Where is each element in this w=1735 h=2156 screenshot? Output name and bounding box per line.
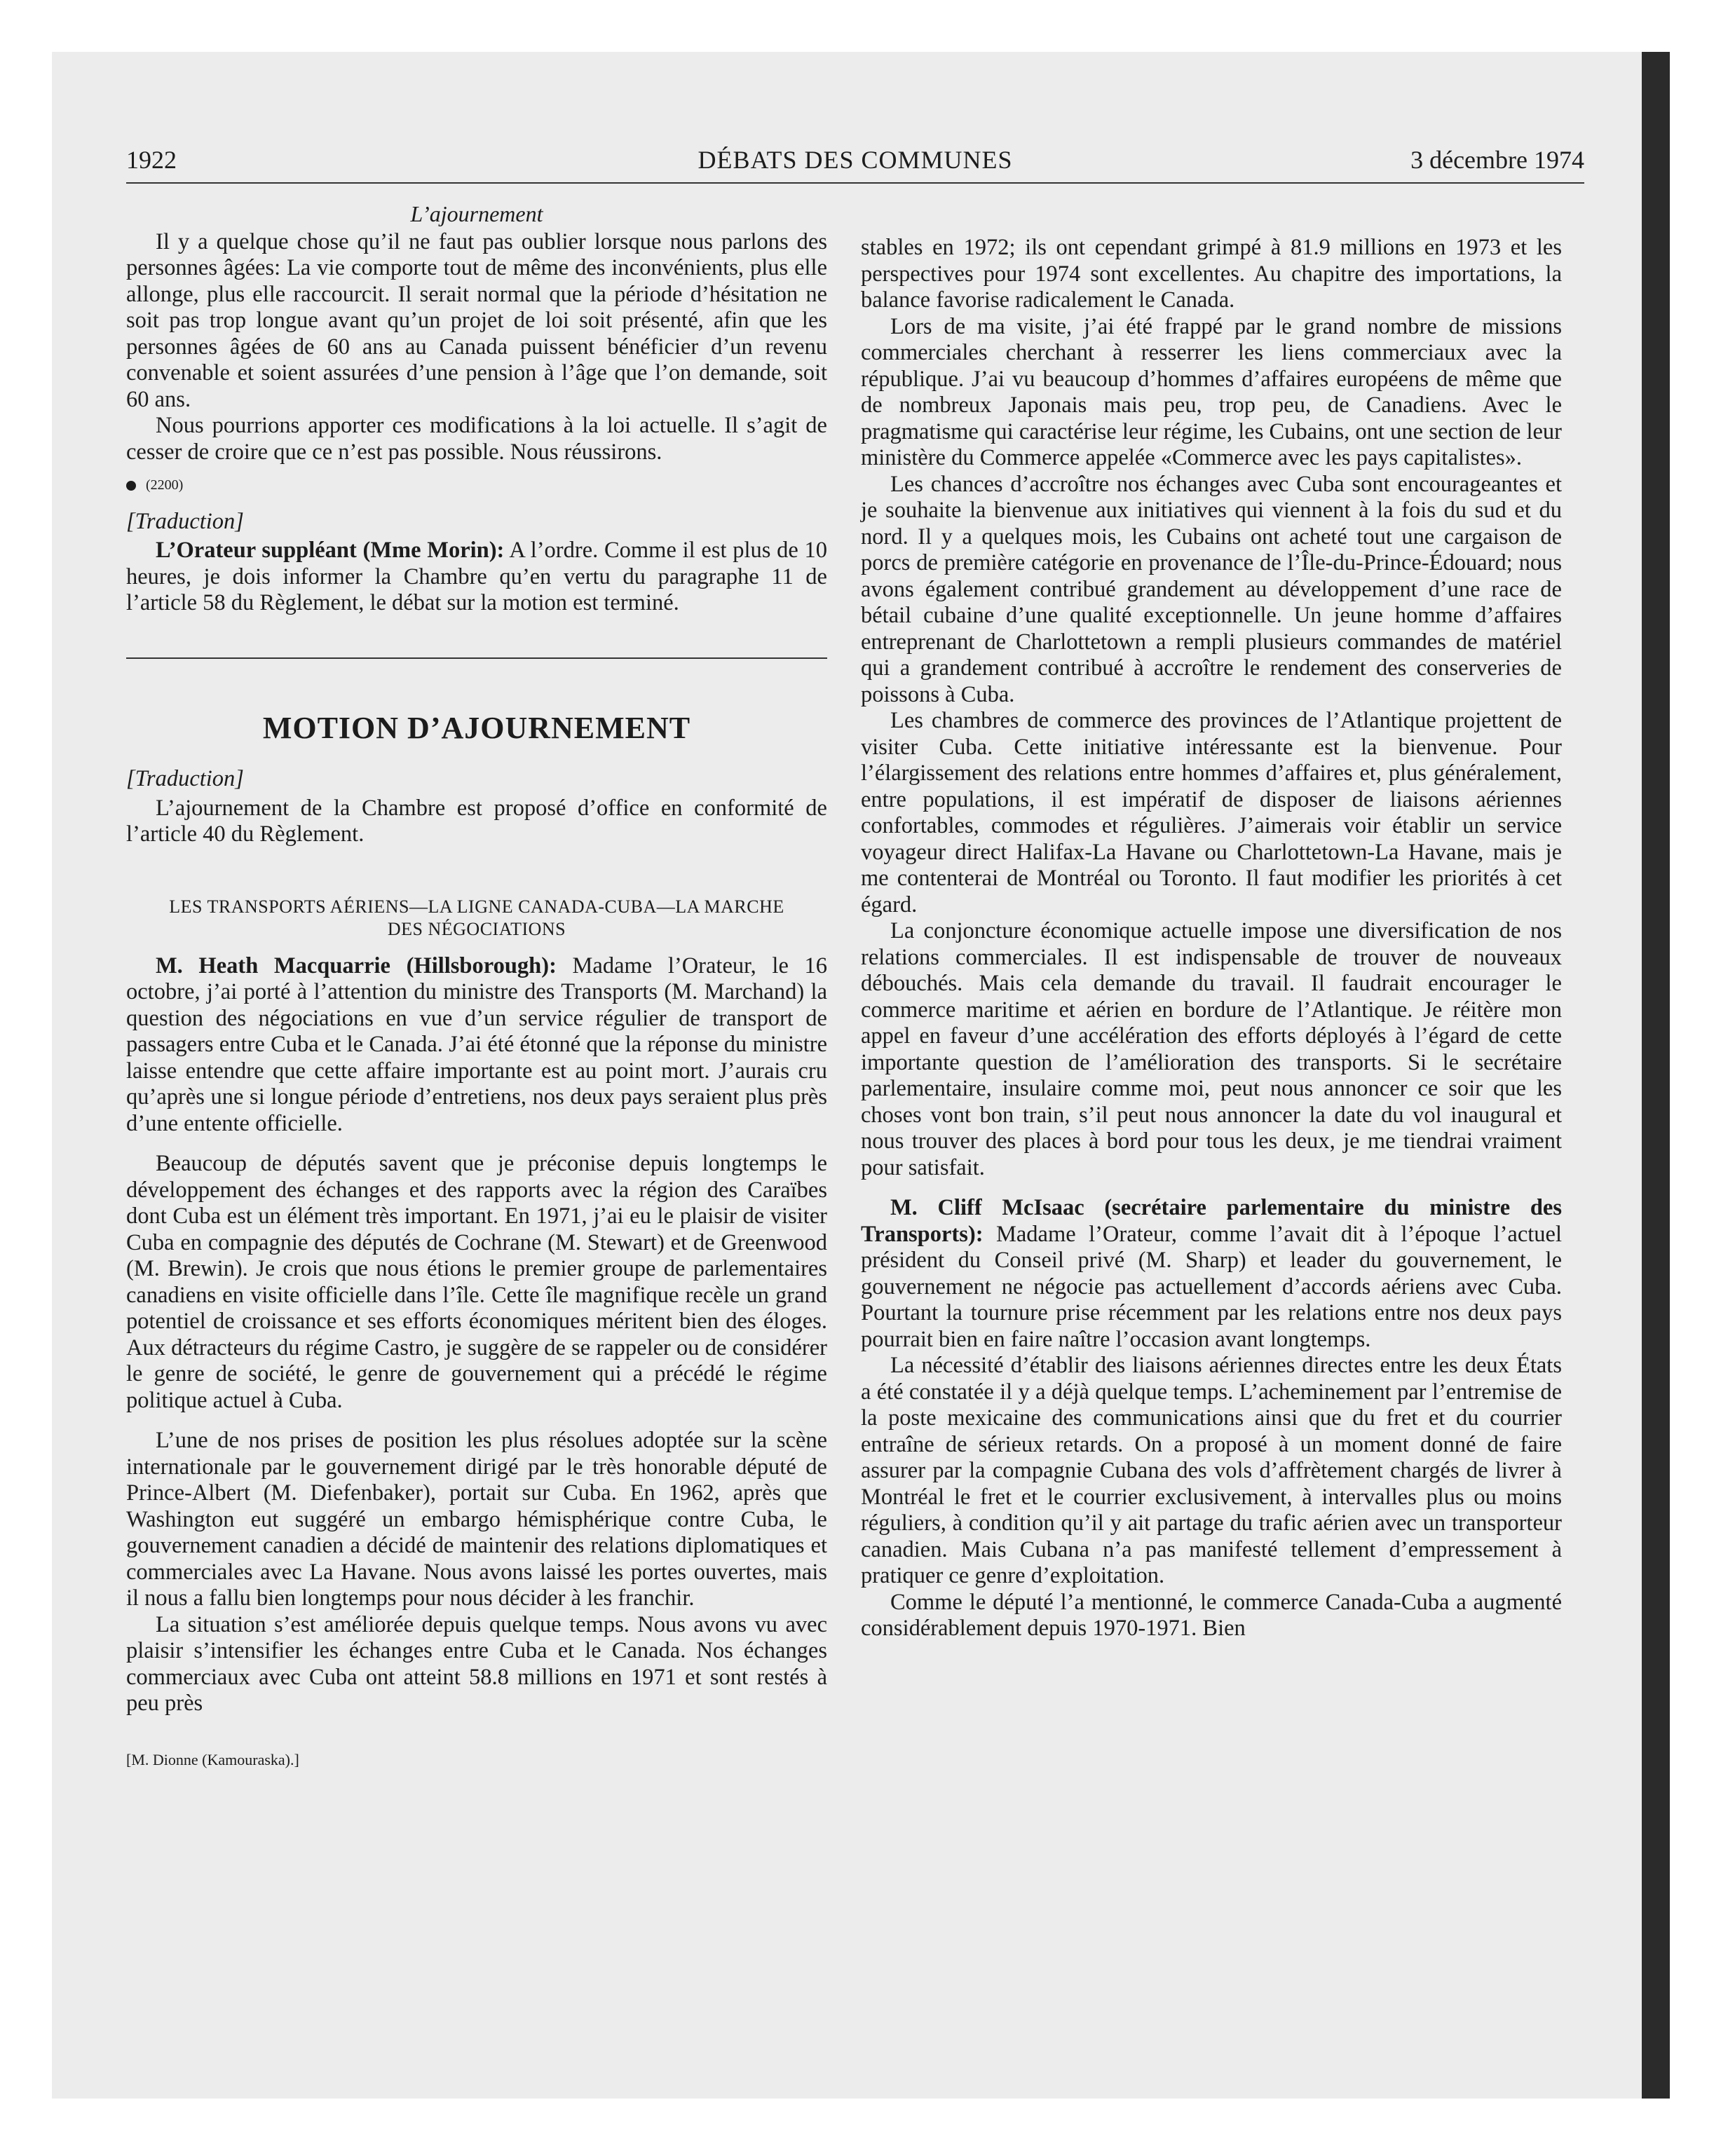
right-column bbox=[861, 235, 1562, 1642]
paragraph: La situation s’est améliorée depuis quelque temps. Nous avons vu avec plaisir s’intensifier les échanges entre Cuba et le Canada. Nos échanges commerciaux avec Cuba ont atteint 58.8 millions en 1971 et sont restés à peu près bbox=[126, 1611, 827, 1716]
paragraph: La conjoncture économique actuelle impose une diversification de nos relations commerciales. Il est indispensable de trouver de nouveaux débouchés. Mais cela demande du travail. Il faudrait encourager le commerce maritime et aérien en bordure de l’Atlantique. Je réitère mon appel en faveur d’une accélération des efforts déployés à l’égard de cette importante question de l’amélioration des transports. Si le secrétaire parlementaire, insulaire comme moi, peut nous annoncer ce soir que les choses vont bon train, s’il peut nous annoncer la date du vol inaugural et nous trouver des places à bord pour tous les deux, je me tiendrai vraiment pour satisfait. bbox=[861, 918, 1562, 1180]
paragraph: Les chambres de commerce des provinces de l’Atlantique projettent de visiter Cuba. Cette initiative intéressante est la bienvenue. Pour l’élargissement des relations entre hommes d’affaires et, plus généralement, entre populations, il est impératif de disposer de liaisons aériennes confortables, commodes et régulières. J’aimerais voir établir un service voyageur direct Halifax-La Havane ou Charlottetown-La Havane, mais je me contenterai de Montréal ou Toronto. Il faut modifier les priorités à cet égard. bbox=[861, 708, 1562, 917]
header-date: 3 décembre 1974 bbox=[1410, 146, 1584, 174]
paragraph bbox=[126, 538, 827, 617]
translation-note: [Traduction] bbox=[126, 508, 244, 534]
speech-text: Madame l’Orateur, le 16 octobre, j’ai porté à l’attention du ministre des Transports (M. Marchand) la question des négociations en vue d’un service régulier de transport de passagers entre Cuba et le Canada. J’ai été étonné que la réponse du ministre laisse entendre que cette affaire importante est au point mort. J’aurais cru qu’après une si longue période d’entretiens, nos deux pays seraient plus près d’une entente officielle. bbox=[126, 953, 827, 1136]
speaker-name: L’Orateur suppléant (Mme Morin): bbox=[156, 538, 505, 563]
speech-text: Madame l’Orateur, comme l’avait dit à l’époque l’actuel président du Conseil privé (M. Sharp) et leader du gouvernement, le gouvernement ne négocie pas actuellement d’accords aériens avec Cuba. Pourtant la tournure prise récemment par les relations entre nos deux pays pourrait bien en faire naître l’occasion avant longtemps. bbox=[861, 1221, 1563, 1352]
paragraph: Les chances d’accroître nos échanges avec Cuba sont encourageantes et je souhaite la bienvenue aux initiatives qui viennent à la fois du sud et du nord. Il y a quelques mois, les Cubains ont acheté tout une cargaison de porcs de première catégorie en provenance de l’Île-du-Prince-Édouard; nous avons également contribué grandement au développement d’une race de bétail cubaine d’une qualité exceptionnelle. Un jeune homme d’affaires entreprenant de Charlottetown a rempli plusieurs commandes de matériel qui a grandement contribué à accroître le rendement des conserveries de poissons à Cuba. bbox=[861, 471, 1562, 707]
time-marker-text: (2200) bbox=[146, 477, 184, 493]
page-number: 1922 bbox=[126, 146, 177, 174]
speech-text: A l’ordre. Comme il est plus de 10 heures, je dois informer la Chambre qu’en vertu du paragraphe 11 de l’article 58 du Règlement, le débat sur la motion est terminé. bbox=[126, 538, 828, 615]
paragraph: Nous pourrions apporter ces modifications à la loi actuelle. Il s’agit de cesser de croire que ce n’est pas possible. Nous réussirons. bbox=[126, 413, 827, 465]
translation-note: [Traduction] bbox=[126, 766, 244, 791]
paragraph: stables en 1972; ils ont cependant grimpé à 81.9 millions en 1973 et les perspectives pour 1974 sont excellentes. Au chapitre des importations, la balance favorise radicalement le Canada. bbox=[861, 235, 1562, 313]
paragraph: L’ajournement de la Chambre est proposé d’office en conformité de l’article 40 du Règlement. bbox=[126, 795, 827, 847]
paragraph bbox=[126, 953, 827, 1138]
paragraph: Il y a quelque chose qu’il ne faut pas oublier lorsque nous parlons des personnes âgées: La vie comporte tout de même des inconvénients, plus elle allonge, plus elle raccourcit. Il serait normal que la période d’hésitation ne soit pas trop longue avant qu’un projet de loi soit présenté, afin que les personnes âgées de 60 ans au Canada puissent bénéficier d’un revenu convenable et soient assurées d’une pension à l’âge que l’on demande, soit 60 ans. bbox=[126, 228, 827, 412]
paragraph: Lors de ma visite, j’ai été frappé par le grand nombre de missions commerciales cherchant à resserrer les liens commerciaux avec la république. J’ai vu beaucoup d’hommes d’affaires européens de même que de nombreux Japonais mais peu, trop peu, de Canadiens. Avec le pragmatisme qui caractérise leur régime, les Cubains, ont une section de leur ministère du Commerce appelée «Commerce avec les pays capitalistes». bbox=[861, 313, 1562, 470]
footnote: [M. Dionne (Kamouraska).] bbox=[126, 1750, 299, 1768]
time-marker bbox=[126, 472, 827, 499]
paragraph: La nécessité d’établir des liaisons aériennes directes entre les deux États a été constatée il y a déjà quelque temps. L’acheminement par l’entremise de la poste mexicaine des communications ainsi que du fret et du courrier entraîne de sérieux retards. On a proposé à un moment donné de faire assurer par la compagnie Cubana des vols d’affrètement chargés de livrer à Montréal le fret et le courrier exclusivement, à intervalles plus ou moins réguliers, à condition qu’il y ait partage du trafic aérien avec un transporteur canadien. Mais Cubana n’a pas manifesté tellement d’empressement à pratiquer ce genre d’exploitation. bbox=[861, 1353, 1562, 1588]
speaker-name: M. Heath Macquarrie (Hillsborough): bbox=[156, 953, 557, 978]
document-page bbox=[126, 144, 1584, 2050]
publication-title: DÉBATS DES COMMUNES bbox=[698, 146, 1013, 174]
paragraph: L’une de nos prises de position les plus résolues adoptée sur la scène internationale par le gouvernement dirigé par le très honorable député de Prince-Albert (M. Diefenbaker), portait sur Cuba. En 1962, après que Washington eut suggéré un embargo hémisphérique contre Cuba, le gouvernement canadien a décidé de maintenir des relations diplomatiques et commerciales avec La Havane. Nous avons laissé les portes ouvertes, mais il nous a fallu bien longtemps pour nous décider à les franchir. bbox=[126, 1428, 827, 1611]
section-title: L’ajournement bbox=[410, 201, 543, 226]
bullet-icon bbox=[126, 481, 136, 491]
speaker-name: M. Cliff McIsaac (secrétaire parlementaire du ministre des Transports): bbox=[861, 1195, 1562, 1247]
paragraph bbox=[861, 1195, 1562, 1353]
section-divider bbox=[126, 657, 827, 659]
running-header bbox=[126, 144, 1584, 184]
section-heading: MOTION D’AJOURNEMENT bbox=[262, 710, 691, 745]
scan-edge-shadow bbox=[1642, 52, 1670, 2099]
paragraph: Beaucoup de députés savent que je préconise depuis longtemps le développement des échanges et des rapports avec la région des Caraïbes dont Cuba est un élément très important. En 1971, j’ai eu le plaisir de visiter Cuba en compagnie des députés de Cochrane (M. Stewart) et de Greenwood (M. Brewin). Je crois que nous étions le premier groupe de parlementaires canadiens en visite officielle dans l’île. Cette île magnifique recèle un grand potentiel de croissance et ses efforts économiques méritent bien des éloges. Aux détracteurs du régime Castro, je suggère de se rappeler ou de considérer le genre de société, le genre de gouvernement qui a précédé le régime politique actuel à Cuba. bbox=[126, 1151, 827, 1413]
left-column bbox=[126, 201, 827, 1773]
paragraph: Comme le député l’a mentionné, le commerce Canada-Cuba a augmenté considérablement depuis 1970-1971. Bien bbox=[861, 1589, 1562, 1641]
subsection-heading: LES TRANSPORTS AÉRIENS—LA LIGNE CANADA-CUBA—LA MARCHE DES NÉGOCIATIONS bbox=[169, 896, 784, 939]
